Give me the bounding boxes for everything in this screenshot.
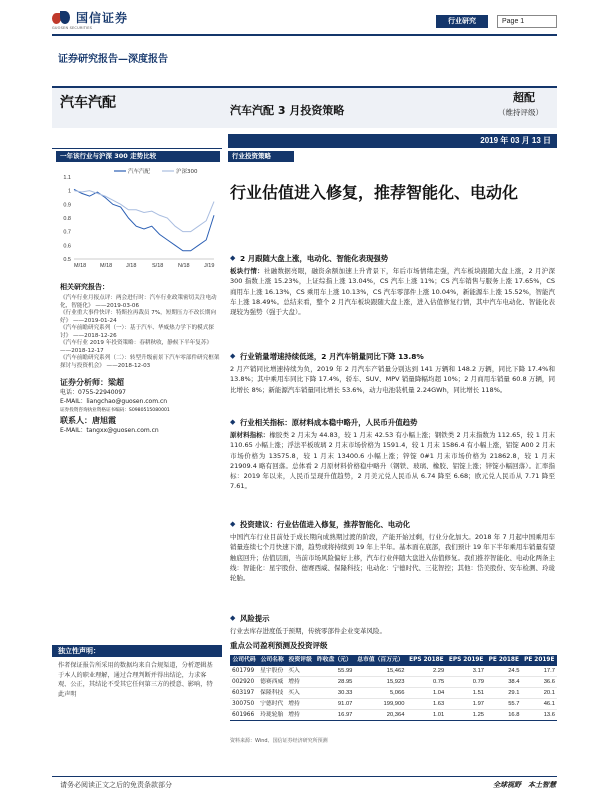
report-date: 2019 年 03 月 13 日 bbox=[480, 136, 551, 145]
table-cell: 13.6 bbox=[522, 710, 558, 721]
th-pe18: PE 2018E bbox=[486, 655, 521, 666]
footer-divider bbox=[52, 776, 557, 777]
y-tick-label: 0.7 bbox=[63, 229, 71, 236]
sidebar-divider bbox=[52, 148, 222, 149]
bullet-body: 社融数据亮眼，融资余额加速上升背景下，年后市场情绪走强，汽车板块跟随大盘上涨，2 月沪深 300 指数上涨 15.23%，上证综指上涨 13.04%，CS 汽车上涨 11%；CS 汽车销售与服务上涨 17.65%，CS 商用车上涨 16.13%，CS 乘用车上涨 10.13%，CS 汽车零部件上涨 10.04%，新能源车上涨 15.52%，智能汽车上涨 18.49%。总结来看，整个 2 月汽车板块跟随大盘上涨，进入估值修复行情，其中汽车电动化、智能化表现较为强势（强于大盘）。 bbox=[230, 266, 556, 317]
table-cell: 30.33 bbox=[314, 688, 354, 699]
independence-body: 作者保证报告所采用的数据均来自合规渠道，分析逻辑基于本人的职业理解，通过合理判断并得出结论，力求客观、公正，其结论不受其它任何第三方的授意、影响，特此声明 bbox=[58, 662, 213, 698]
th-close: 昨收盘（元） bbox=[314, 655, 354, 666]
bullet-lead: 原材料指标： bbox=[230, 430, 270, 439]
x-tick-label: J/18 bbox=[126, 263, 137, 269]
header-divider bbox=[52, 34, 557, 36]
bullet-3 bbox=[230, 418, 555, 492]
th-eps18: EPS 2018E bbox=[406, 655, 446, 666]
table-cell: 买入 bbox=[286, 688, 314, 699]
table-cell: 保隆科技 bbox=[258, 688, 286, 699]
y-tick-label: 0.9 bbox=[63, 202, 71, 209]
bullet-title: ◆ 行业相关指标：原材料成本稳中略升，人民币升值趋势 bbox=[230, 418, 555, 428]
table-cell: 2.29 bbox=[406, 666, 446, 677]
table-cell: 46.1 bbox=[522, 699, 558, 710]
table-cell: 38.4 bbox=[486, 677, 521, 688]
table-cell: 20.1 bbox=[522, 688, 558, 699]
independence-statement bbox=[52, 645, 222, 760]
th-mktcap: 总市值（百万元） bbox=[354, 655, 406, 666]
table-cell: 28.95 bbox=[314, 677, 354, 688]
x-tick-label: M/18 bbox=[74, 263, 87, 269]
related-item[interactable]: 《汽车行业 2019 年投资策略：春耕秋收，静候下半年复苏》 ——2018-12-17 bbox=[60, 340, 213, 354]
table-row bbox=[230, 688, 557, 699]
table-cell: 1.25 bbox=[446, 710, 486, 721]
table-cell: 55.7 bbox=[486, 699, 521, 710]
table-cell: 1.04 bbox=[406, 688, 446, 699]
th-rating: 投资评级 bbox=[286, 655, 314, 666]
analyst-name: 梁超 bbox=[108, 378, 124, 387]
table-cell: 增持 bbox=[286, 699, 314, 710]
table-cell: 29.1 bbox=[486, 688, 521, 699]
table-cell: 36.6 bbox=[522, 677, 558, 688]
bullet-body: 橡胶类 2 月末为 44.83，较 1 月末 42.53 有小幅上涨；钢铁类 2 月末指数为 112.65，较 1 月末 110.65 小幅上涨；浮法平板玻璃 2 月末市场价格为 1591.4，较 1 月末 1586.4 有小幅上涨，铝锭 A00 2 月末市场价格为 13575.8，较 1 月末 13400.6 小幅上涨；锌锭 0#1 月末市场价格为 21862.8，较 1 月末 21909.4 略有回落。总体看 2 月原材料价格稳中略升（钢铁、玻璃、橡胶、铝锭上涨；锌锭小幅回落）。汇率指标：2019 年以来，人民币呈现升值趋势，2 月美元兑人民币从 6.74 降至 6.68；欧元兑人民币从 7.71 降至 7.61。 bbox=[230, 430, 556, 491]
brand-mark-icon bbox=[52, 11, 72, 25]
table-cell: 199,900 bbox=[354, 699, 406, 710]
y-tick-label: 1 bbox=[67, 188, 71, 195]
th-eps19: EPS 2019E bbox=[446, 655, 486, 666]
bullet-lead: 板块行情： bbox=[230, 266, 264, 275]
table-cell: 17.7 bbox=[522, 666, 558, 677]
date-bar bbox=[228, 134, 557, 148]
report-type: 证券研究报告—深度报告 bbox=[58, 54, 168, 65]
table-cell: 603197 bbox=[230, 688, 258, 699]
table-cell: 5,066 bbox=[354, 688, 406, 699]
bullet-body: 中国汽车行业目前处于成长期向成熟期过渡的阶段，产能开始过剩，行业分化加大。2018 年 7 月起中国乘用车销量连续七个月快速下滑，趋势或将持续到 19 年上半年。基本面在底部，我们预计 19 年下半年乘用车销量有望触底回升；估值层面，当前市场风险偏好上移，汽车行业伴随大盘进入估值修复。我们推荐智能化、电动化两条主线：智能化：星宇股份、德赛西威、保隆科技；电动化：宁德时代、三花智控；其他：岱美股份、安车检测、玲珑轮胎。 bbox=[230, 532, 555, 583]
footer-slogan: 全球视野 本土智慧 bbox=[493, 781, 556, 789]
table-header-row bbox=[230, 655, 557, 666]
related-list bbox=[60, 295, 220, 370]
guosen-logo bbox=[52, 10, 128, 26]
analyst-phone: 电话：0755-22940097 bbox=[60, 389, 126, 396]
legend-label: 汽车汽配 bbox=[128, 169, 151, 175]
title-band bbox=[52, 86, 557, 128]
chart-title: 一年该行业与沪深 300 走势比较 bbox=[56, 151, 220, 162]
analyst-block bbox=[60, 378, 220, 415]
series-line-1 bbox=[74, 189, 214, 251]
brand-subtitle: GUOSEN SECURITIES bbox=[52, 26, 93, 30]
table-row bbox=[230, 710, 557, 721]
analyst-email[interactable]: E-MAIL：liangchao@guosen.com.cn bbox=[60, 398, 168, 405]
earnings-table bbox=[230, 655, 557, 721]
th-name: 公司名称 bbox=[258, 655, 286, 666]
table-cell: 0.79 bbox=[446, 677, 486, 688]
table-cell: 增持 bbox=[286, 710, 314, 721]
table-cell: 宁德时代 bbox=[258, 699, 286, 710]
bullet-4 bbox=[230, 520, 555, 583]
th-code: 公司代码 bbox=[230, 655, 258, 666]
table-title: 重点公司盈利预测及投资评级 bbox=[230, 641, 328, 650]
cert-number: S0980515080001 bbox=[128, 408, 170, 413]
rating-sub: （维持评级） bbox=[498, 108, 543, 117]
th-pe19: PE 2019E bbox=[522, 655, 558, 666]
y-tick-label: 1.1 bbox=[63, 175, 71, 181]
bullet-1 bbox=[230, 254, 555, 317]
table-row bbox=[230, 677, 557, 688]
bullet-title: ◆ 投资建议：行业估值进入修复，推荐智能化、电动化 bbox=[230, 520, 555, 530]
table-source: 资料来源：Wind、国信证券经济研究所预测 bbox=[230, 738, 328, 744]
section-bar: 行业投资策略 bbox=[228, 151, 294, 162]
table-cell: 玲珑轮胎 bbox=[258, 710, 286, 721]
y-tick-label: 0.5 bbox=[63, 257, 71, 263]
section-tag: 行业研究 bbox=[436, 15, 488, 28]
related-heading: 相关研究报告： bbox=[60, 283, 109, 291]
table-cell: 002920 bbox=[230, 677, 258, 688]
contact-name: 唐旭霞 bbox=[92, 416, 116, 425]
table-cell: 3.17 bbox=[446, 666, 486, 677]
table-cell: 15,923 bbox=[354, 677, 406, 688]
table-cell: 601966 bbox=[230, 710, 258, 721]
table-cell: 16.8 bbox=[486, 710, 521, 721]
rating: 超配 bbox=[513, 91, 535, 104]
table-row bbox=[230, 699, 557, 710]
related-item[interactable]: 《汽车前瞻研究系列（一）：基于汽车、华威热力学下的模式探讨》 ——2018-12-26 bbox=[60, 325, 214, 339]
analyst-label: 证券分析师： bbox=[60, 378, 108, 387]
y-tick-label: 0.6 bbox=[63, 243, 71, 250]
related-item[interactable]: 《行业重大事件快评：特斯拉再裁员 7%，短期压力不改长期向好》 ——2019-01-24 bbox=[60, 310, 217, 324]
table-cell: 55.99 bbox=[314, 666, 354, 677]
table-cell: 德赛西威 bbox=[258, 677, 286, 688]
y-tick-label: 0.8 bbox=[63, 216, 71, 222]
table-cell: 1.97 bbox=[446, 699, 486, 710]
table-cell: 91.07 bbox=[314, 699, 354, 710]
contact-email[interactable]: E-MAIL：tangxx@guosen.com.cn bbox=[60, 427, 159, 434]
table-body bbox=[230, 666, 557, 721]
table-cell: 增持 bbox=[286, 677, 314, 688]
footer-disclaimer: 请务必阅读正文之后的免责条款部分 bbox=[60, 781, 172, 789]
bullet-title: ◆ 2 月跟随大盘上涨，电动化、智能化表现强势 bbox=[230, 254, 555, 264]
table-cell: 300750 bbox=[230, 699, 258, 710]
bullet-body: 行业去库存进度低于预期，传统零部件企业变革风险。 bbox=[230, 626, 386, 635]
table-row bbox=[230, 666, 557, 677]
contact-label: 联系人： bbox=[60, 416, 92, 425]
table-cell: 1.01 bbox=[406, 710, 446, 721]
page-number: Page 1 bbox=[497, 15, 557, 28]
related-item[interactable]: 《汽车行业月报点评：两会进行时：汽车行业政策密切关注电动化，智能化》 ——2019-03-06 bbox=[60, 295, 217, 309]
performance-chart bbox=[52, 163, 222, 273]
x-tick-label: J/19 bbox=[204, 263, 215, 269]
table-cell: 601799 bbox=[230, 666, 258, 677]
report-title: 汽车汽配 3 月投资策略 bbox=[230, 104, 345, 117]
bullet-2 bbox=[230, 352, 555, 395]
independence-heading: 独立性声明： bbox=[52, 645, 222, 657]
table-cell: 星宇股份 bbox=[258, 666, 286, 677]
x-tick-label: M/18 bbox=[100, 263, 113, 269]
legend-label: 沪深300 bbox=[176, 169, 198, 175]
table-cell: 1.51 bbox=[446, 688, 486, 699]
bullet-title: ◆ 风险提示 bbox=[230, 614, 555, 624]
cert-label: 证券投资咨询执业资格证书编码： bbox=[60, 408, 129, 413]
table-cell: 24.5 bbox=[486, 666, 521, 677]
x-tick-label: N/18 bbox=[178, 263, 190, 269]
headline: 行业估值进入修复，推荐智能化、电动化 bbox=[230, 183, 519, 202]
table-cell: 16.97 bbox=[314, 710, 354, 721]
series-line-2 bbox=[74, 191, 214, 232]
table-cell: 20,364 bbox=[354, 710, 406, 721]
contact-block bbox=[60, 416, 220, 435]
x-tick-label: S/18 bbox=[152, 263, 164, 269]
bullet-title: ◆ 行业销量增速持续低迷，2 月汽车销量同比下降 13.8% bbox=[230, 352, 555, 362]
brand-name: 国信证券 bbox=[76, 11, 129, 25]
bullet-5 bbox=[230, 614, 555, 636]
table-cell: 0.75 bbox=[406, 677, 446, 688]
industry-name: 汽车汽配 bbox=[60, 95, 116, 111]
table-cell: 1.63 bbox=[406, 699, 446, 710]
table-cell: 15,462 bbox=[354, 666, 406, 677]
table-cell: 买入 bbox=[286, 666, 314, 677]
related-item[interactable]: 《汽车前瞻研究系列（二）：转型升级前景下汽车零部件研究框架探讨与投资机会》 ——2018-12-03 bbox=[60, 355, 220, 369]
bullet-body: 2 月产销同比增速持续为负，2019 年 2 月汽车产销量分别达到 141 万辆和 148.2 万辆，同比下降 17.4%和 13.8%；其中乘用车同比下降 17.4%，轿车、SUV、MPV 销量降幅均超 10%；2 月商用车销量 60.8 万辆，同比增长 8%；新能源汽车销量同比增长 53.6%，动力电池装机量 2.24GWh，同比增长 118%。 bbox=[230, 364, 555, 394]
